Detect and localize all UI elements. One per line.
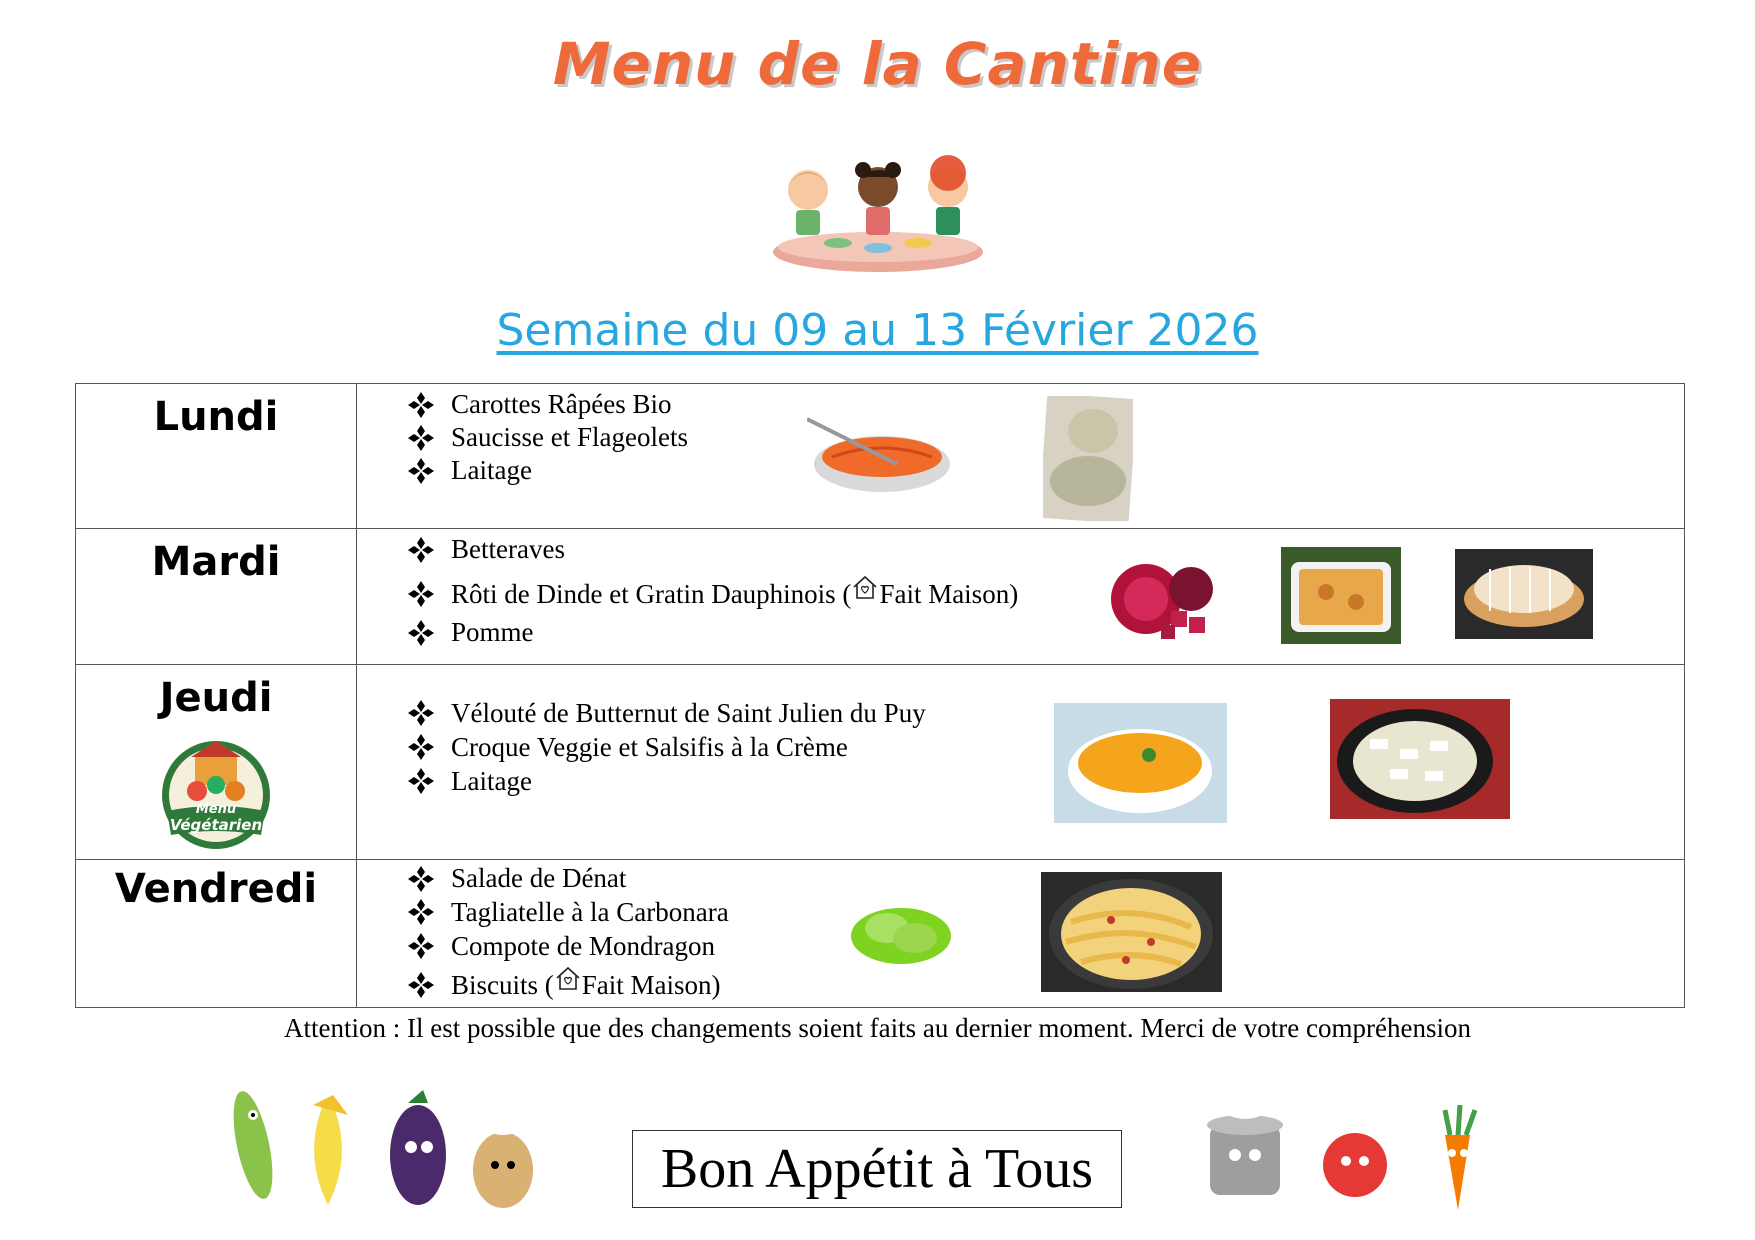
dish-label: Carottes Râpées Bio — [451, 389, 672, 419]
bullet-icon — [407, 457, 435, 485]
dish-label: Betteraves — [451, 534, 565, 564]
vegetarian-menu-badge — [157, 733, 275, 851]
list-item — [407, 764, 926, 798]
bullet-icon — [407, 767, 435, 795]
house-heart-icon — [851, 574, 879, 600]
butternut-soup-image — [1054, 703, 1227, 823]
lettuce-image — [847, 898, 955, 968]
list-item — [407, 454, 688, 487]
bullet-icon — [407, 971, 435, 999]
day-cell — [76, 529, 357, 665]
bullet-icon — [407, 733, 435, 761]
bullet-icon — [407, 580, 435, 608]
menu-table — [75, 383, 1685, 1008]
list-item — [407, 929, 729, 963]
dishes-cell — [357, 384, 1685, 529]
dishes-cell — [357, 529, 1685, 665]
bullet-icon — [407, 865, 435, 893]
page-title: Menu de la Cantine — [552, 30, 1203, 98]
dish-label: Laitage — [451, 766, 532, 796]
bullet-icon — [407, 699, 435, 727]
day-name: Lundi — [153, 394, 279, 440]
salsify-cream-image — [1330, 699, 1510, 819]
dish-label: Compote de Mondragon — [451, 930, 715, 961]
week-heading: Semaine du 09 au 13 Février 2026 — [496, 305, 1259, 356]
dish-label: Laitage — [451, 455, 532, 485]
bullet-icon — [407, 932, 435, 960]
day-cell — [76, 384, 357, 529]
badge-line2: Végétarien — [169, 816, 263, 834]
dish-label: Croque Veggie et Salsifis à la Crème — [451, 732, 848, 762]
bullet-icon — [407, 536, 435, 564]
attention-notice: Attention : Il est possible que des changements soient faits au dernier moment. Merci de votre compréhension — [284, 1013, 1471, 1043]
carbonara-image — [1041, 872, 1222, 992]
badge-line1: Menu — [195, 802, 237, 817]
dishes-cell — [357, 665, 1685, 860]
grated-carrots-image — [807, 409, 957, 509]
gratin-image — [1281, 547, 1401, 644]
list-item — [407, 421, 688, 454]
dish-label: Biscuits ( — [451, 969, 554, 1000]
dish-label: Tagliatelle à la Carbonara — [451, 896, 729, 927]
house-heart-icon — [554, 965, 582, 991]
list-item — [407, 572, 1018, 616]
bullet-icon — [407, 391, 435, 419]
dish-label: Pomme — [451, 617, 534, 647]
day-cell — [76, 665, 357, 860]
beetroot-image — [1101, 549, 1226, 644]
flageolets-image — [1043, 396, 1133, 521]
dish-list — [407, 388, 688, 487]
day-name: Vendredi — [114, 866, 318, 912]
list-item — [407, 696, 926, 730]
dish-label: Rôti de Dinde et Gratin Dauphinois ( — [451, 578, 852, 609]
vegetable-mascots-left — [213, 1075, 563, 1215]
list-item — [407, 533, 1018, 566]
vegetable-mascots-right — [1180, 1075, 1500, 1215]
dish-label: Saucisse et Flageolets — [451, 422, 688, 452]
list-item — [407, 862, 729, 895]
bullet-icon — [407, 898, 435, 926]
list-item — [407, 730, 926, 764]
day-cell — [76, 860, 357, 1008]
list-item — [407, 963, 729, 1007]
list-item — [407, 895, 729, 929]
table-row — [76, 529, 1685, 665]
bon-appetit-box: Bon Appétit à Tous — [632, 1130, 1122, 1208]
table-row — [76, 860, 1685, 1008]
day-name: Jeudi — [159, 675, 273, 721]
dish-list — [407, 533, 1018, 649]
homemade-label: Fait Maison) — [581, 969, 721, 1000]
kids-dining-illustration — [768, 155, 988, 275]
dish-label: Salade de Dénat — [451, 863, 627, 893]
bullet-icon — [407, 619, 435, 647]
dish-list — [407, 696, 926, 798]
list-item — [407, 616, 1018, 649]
list-item — [407, 388, 688, 421]
dish-list — [407, 862, 729, 1007]
dish-label: Vélouté de Butternut de Saint Julien du Puy — [451, 698, 926, 728]
table-row — [76, 665, 1685, 860]
day-name: Mardi — [151, 539, 281, 585]
dishes-cell — [357, 860, 1685, 1008]
roast-turkey-image — [1455, 549, 1593, 639]
homemade-label: Fait Maison) — [879, 578, 1019, 609]
table-row — [76, 384, 1685, 529]
bullet-icon — [407, 424, 435, 452]
